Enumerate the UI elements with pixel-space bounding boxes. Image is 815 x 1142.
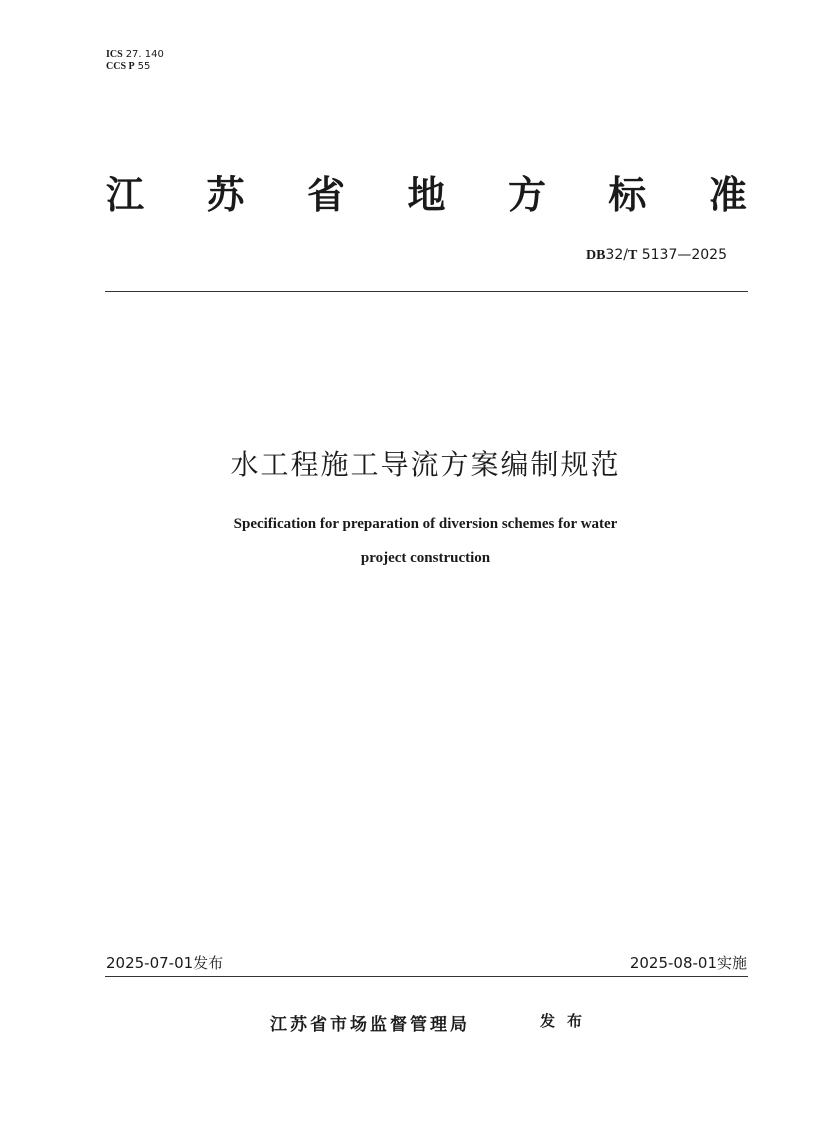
issuing-authority: 江苏省市场监督管理局 bbox=[270, 1015, 470, 1035]
heading-char: 标 bbox=[608, 173, 647, 217]
standard-number bbox=[586, 247, 727, 264]
header-divider bbox=[105, 291, 748, 292]
implement-date: 2025-08-01实施 bbox=[629, 954, 747, 972]
std-prefix-db: DB bbox=[585, 248, 606, 263]
classification-codes bbox=[106, 49, 164, 73]
ics-value: 27. 140 bbox=[125, 49, 164, 60]
std-part-32: 32/ bbox=[605, 247, 628, 263]
heading-char: 准 bbox=[708, 173, 747, 217]
ics-code bbox=[106, 49, 164, 61]
ccs-value: 55 bbox=[137, 61, 151, 72]
heading-char: 江 bbox=[106, 173, 145, 217]
ics-label: ICS bbox=[106, 49, 123, 60]
heading-char: 方 bbox=[507, 173, 546, 217]
std-part-number: 5137—2025 bbox=[637, 247, 727, 263]
heading-char: 省 bbox=[306, 173, 345, 217]
footer-divider bbox=[105, 976, 748, 977]
heading-char: 苏 bbox=[206, 173, 245, 217]
publish-label: 发布 bbox=[540, 1012, 595, 1030]
chinese-title: 水工程施工导流方案编制规范 bbox=[230, 448, 621, 481]
ccs-label: CCS P bbox=[106, 61, 135, 72]
heading-char: 地 bbox=[407, 173, 446, 217]
english-title-line1: Specification for preparation of diversion schemes for water bbox=[233, 516, 618, 532]
standard-type-heading bbox=[106, 170, 747, 220]
ccs-code bbox=[106, 61, 164, 73]
english-title-line2: project construction bbox=[360, 550, 491, 566]
std-prefix-t: T bbox=[627, 248, 638, 263]
issue-date: 2025-07-01发布 bbox=[106, 954, 224, 972]
